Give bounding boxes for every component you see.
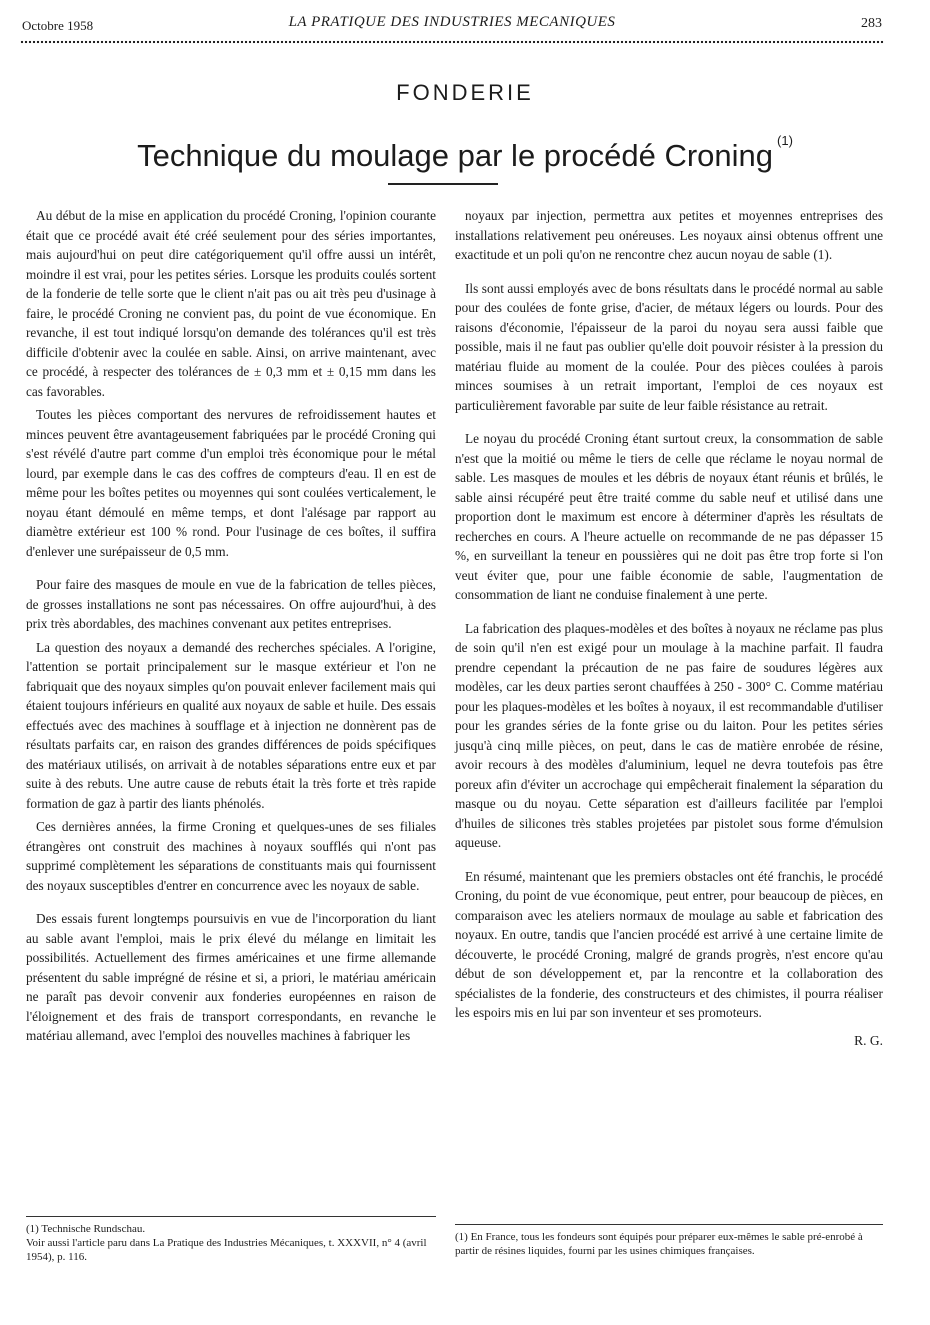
- dotted-rule: [20, 40, 884, 44]
- paragraph: Au début de la mise en application du procédé Croning, l'opinion courante était que ce procédé avait été créé seulement pour des séries importantes, mais aujourd'hui on peut dire catégoriquement qu'il offre aussi un intérêt, moindre il est vrai, pour les petites séries. Lorsque les produits coulés sortent de la fonderie de telle sorte que le client n'ait pas ou ait très peu d'usinage à faire, le procédé Croning ne convient pas, du point de vue économique. En revanche, il est tout indiqué lorsqu'on demande des tolérances qu'il est très difficile d'obtenir avec la coulée en sable. Ainsi, on arrive maintenant, avec ce procédé, à respecter des tolérances de ± 0,3 mm et ± 0,15 mm dans les cas favorables.: [26, 208, 436, 399]
- paragraph: Pour faire des masques de moule en vue de la fabrication de telles pièces, de grosses installations ne sont pas nécessaires. On offre aujourd'hui, à des prix très abordables, des machines convenant aux petites entreprises.: [26, 577, 436, 631]
- right-column: [455, 206, 883, 1050]
- title-underline: [388, 183, 498, 185]
- footnote-rule: [455, 1224, 883, 1225]
- paragraph: La fabrication des plaques-modèles et des boîtes à noyaux ne réclame pas plus de soin qu'il n'en est exigé pour un moulage à la machine parfait. Il faudra prendre cependant la précaution de ne pas faire de soudures légères aux modèles, car les deux parties seront chauffées à 250 - 300° C. Comme matériau pour les plaques-modèles et les boîtes à noyaux, il est recommandable d'utiliser pour les grandes séries de la fonte grise ou du laiton. Pour les petites séries jusqu'à cinq mille pièces, on peut, dans le cas de matière enrobée de résine, avoir recours à des modèles d'aluminium, lequel ne devra toutefois pas être poreux afin d'éviter un accrochage qui empêcherait finalement la séparation du masque ou du noyau. Cette séparation est d'ailleurs facilitée par l'emploi d'huiles de silicones très stables projetées par pistolet sous forme d'émulsion aqueuse.: [455, 620, 883, 850]
- footnote-right: [455, 1230, 883, 1258]
- footnote-rule: [26, 1216, 436, 1217]
- paragraph: Ces dernières années, la firme Croning et quelques-unes de ses filiales étrangères ont construit des machines à noyaux soufflés qui n'ont pas supprimé complètement les séparations de constituants mais qui fournissent des noyaux susceptibles d'entrer en concurrence avec les noyaux de sable.: [26, 819, 436, 893]
- paragraph: Ils sont aussi employés avec de bons résultats dans le procédé normal au sable pour des coulées de fonte grise, d'acier, de métaux légers ou lourds. Pour des raisons d'économie, l'épaisseur de la paroi du noyau sera aussi faible que possible, mais il ne faut pas oublier qu'elle doit pouvoir résister à la pression du matériau fluide au moment de la coulée. Pour des pièces coulées à parois minces soumises à un retrait important, l'emploi de ces noyaux est particulièrement favorable par suite de leur faible résistance au retrait.: [455, 280, 883, 413]
- section-heading: FONDERIE: [396, 80, 534, 105]
- footnote-line: Voir aussi l'article paru dans La Pratique des Industries Mécaniques, t. XXXVII, n° 4 (avril 1954), p. 116.: [26, 1237, 427, 1263]
- paragraph: noyaux par injection, permettra aux petites et moyennes entreprises des installations relativement peu onéreuses. Les noyaux ainsi obtenus offrent une exactitude et un poli qu'on ne rencontre chez aucun noyau de sable (1).: [455, 208, 883, 262]
- footnote-line: (1) Technische Rundschau.: [26, 1223, 146, 1235]
- paragraph: Des essais furent longtemps poursuivis en vue de l'incorporation du liant au sable avant l'emploi, mais le prix élevé du mélange en limitait les possibilités. Actuellement des firmes américaines et une firme allemande présentent du sable imprégné de résine et si, a priori, le matériau américain ne paraît pas devoir convenir aux fonderies européennes en raison de l'éloignement et des frais de transport correspondants, en revanche le matériau allemand, avec l'emploi des nouvelles machines à fabriquer les: [26, 911, 436, 1043]
- footnote-left: [26, 1222, 436, 1264]
- paragraph: En résumé, maintenant que les premiers obstacles ont été franchis, le procédé Croning, du point de vue économique, peut entrer, pour beaucoup de pièces, en comparaison avec les ateliers normaux de moulage au sable et fabrication des noyaux. En outre, tandis que l'ancien procédé est arrivé à une certaine limite de découverte, le procédé Croning, malgré de grands progrès, n'est encore qu'au début de son développement et, par la rencontre et la collaboration des spécialistes de la fonderie, des constructeurs et des chimistes, il pourra réaliser les espoirs mis en lui par son inventeur et ses promoteurs.: [455, 868, 883, 1020]
- page-number: 283: [861, 16, 882, 31]
- running-header: [22, 14, 882, 36]
- header-date: Octobre 1958: [22, 18, 94, 33]
- header-journal-title: LA PRATIQUE DES INDUSTRIES MECANIQUES: [288, 14, 616, 30]
- article-title: [0, 132, 930, 174]
- author-signature: R. G.: [854, 1032, 883, 1048]
- paragraph: Toutes les pièces comportant des nervures de refroidissement hautes et minces peuvent être avantageusement fabriquées par le procédé Croning qui s'est révélé d'autre part comme d'un emploi très économique pour le métal lourd, par exemple dans le cas des coffres de compteurs d'eau. Il en est de même pour les boîtes petites ou moyennes qui sont coulées verticalement, le noyau étant démoulé en même temps, et dont l'alésage par rapport au diamètre extérieur est 100 % rond. Pour l'usinage de ces boîtes, il suffira d'enlever une surépaisseur de 0,5 mm.: [26, 407, 436, 559]
- article-title-text: Technique du moulage par le procédé Croning: [137, 138, 774, 173]
- paragraph: La question des noyaux a demandé des recherches spéciales. A l'origine, l'attention se portait principalement sur le masque extérieur et l'on ne fabriquait que des noyaux simples qu'on pouvait enlever facilement mais qui étaient toujours inférieurs en qualité aux noyaux de sable et huile. Des essais effectués avec des machines à soufflage et à injection ne donnèrent pas de résultats parfaits car, en raison des grandes différences de poids spécifiques des matériaux utilisés, on arrivait à de notables séparations entre eux et par suite à des rebuts. Une autre cause de rebuts était la très forte et très rapide formation de gaz à partir des liants phénolés.: [26, 639, 436, 811]
- title-footnote-marker: (1): [777, 132, 793, 148]
- left-column: [26, 206, 436, 1050]
- footnote-line: (1) En France, tous les fondeurs sont équipés pour préparer eux-mêmes le sable pré-enrobé à partir de résines liquides, fourni par les usines chimiques françaises.: [455, 1231, 863, 1257]
- paragraph: Le noyau du procédé Croning étant surtout creux, la consommation de sable n'est que la moitié ou même le tiers de celle que réclame le noyau normal de sable. Les masques de moules et les débris de noyaux étant réunis et brûlés, le sable ainsi récupéré peut être traité comme du sable neuf et utilisé dans une proportion dont le maximum est encore à déterminer d'après les résultats de recherches en cours. A l'heure actuelle on recommande de ne pas dépasser 15 %, en surveillant la teneur en poussières qui ne doit pas être trop forte si l'on veut éviter que, pour une faible économie de sable, l'augmentation de consommation de liant ne conduise finalement à une perte.: [455, 431, 883, 602]
